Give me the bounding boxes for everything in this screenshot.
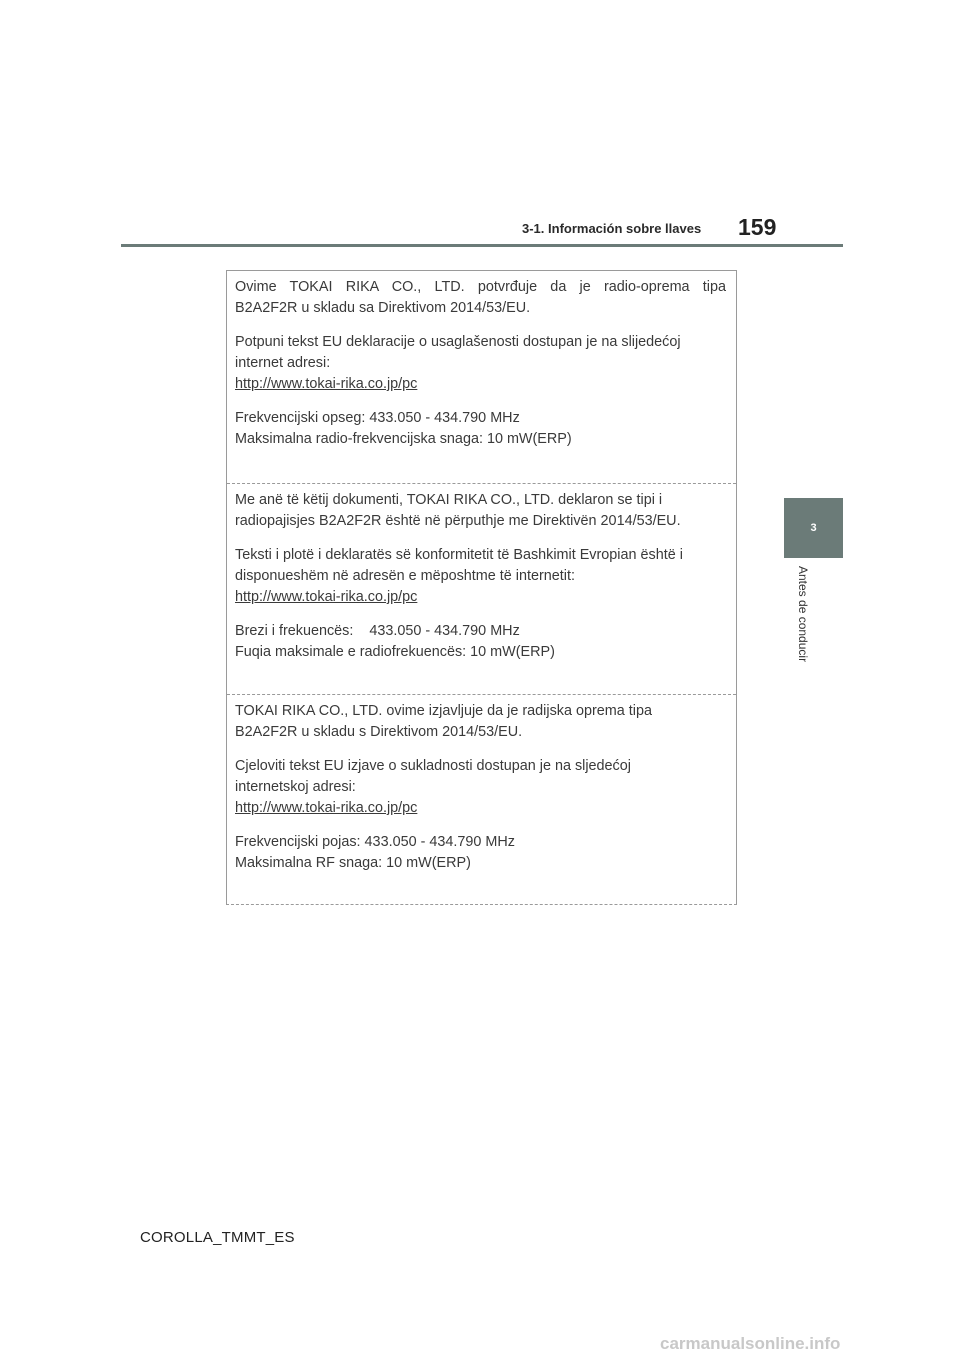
- section-title: 3-1. Información sobre llaves: [522, 221, 702, 236]
- chapter-number: 3: [810, 522, 817, 534]
- page-number: 159: [738, 214, 777, 240]
- declaration-box: [226, 270, 737, 905]
- declaration-section-bosnian: [227, 271, 736, 483]
- max-power: Fuqia maksimale e radiofrekuencës: 10 mW(ERP): [235, 644, 555, 660]
- declaration-url-link[interactable]: http://www.tokai-rika.co.jp/pc: [235, 800, 418, 816]
- declaration-line-1: TOKAI RIKA CO., LTD. ovime izjavljuje da je radijska oprema tipa: [235, 703, 652, 719]
- fulltext-line-1: Potpuni tekst EU deklaracije o usaglašenosti dostupan je na slijedećoj: [235, 334, 681, 350]
- fulltext-line-1: Cjeloviti tekst EU izjave o sukladnosti dostupan je na sljedećoj: [235, 758, 631, 774]
- model-code: COROLLA_TMMT_ES: [140, 1229, 295, 1246]
- declaration-url-link[interactable]: http://www.tokai-rika.co.jp/pc: [235, 589, 418, 605]
- header-divider: [121, 244, 843, 247]
- declaration-line-2: B2A2F2R u skladu sa Direktivom 2014/53/EU.: [235, 300, 531, 316]
- chapter-label: Antes de conducir: [796, 566, 810, 663]
- fulltext-line-1: Teksti i plotë i deklaratës së konformitetit të Bashkimit Evropian është i: [235, 547, 683, 563]
- declaration-section-albanian: [227, 483, 736, 694]
- frequency-range: Frekvencijski pojas: 433.050 - 434.790 MHz: [235, 834, 515, 850]
- declaration-section-croatian: [227, 694, 736, 904]
- declaration-line-1: Me anë të këtij dokumenti, TOKAI RIKA CO., LTD. deklaron se tipi i: [235, 492, 663, 508]
- fulltext-line-2: disponueshëm në adresën e mëposhtme të internetit:: [235, 568, 575, 584]
- fulltext-line-2: internet adresi:: [235, 355, 331, 371]
- max-power: Maksimalna radio-frekvencijska snaga: 10 mW(ERP): [235, 431, 572, 447]
- declaration-url-link[interactable]: http://www.tokai-rika.co.jp/pc: [235, 376, 418, 392]
- frequency-range: Frekvencijski opseg: 433.050 - 434.790 MHz: [235, 410, 520, 426]
- frequency-range: Brezi i frekuencës: 433.050 - 434.790 MHz: [235, 623, 520, 639]
- watermark: carmanualsonline.info: [660, 1334, 841, 1353]
- max-power: Maksimalna RF snaga: 10 mW(ERP): [235, 855, 471, 871]
- declaration-line-1: Ovime TOKAI RIKA CO., LTD. potvrđuje da je radio-oprema tipa: [235, 279, 726, 295]
- declaration-line-2: B2A2F2R u skladu s Direktivom 2014/53/EU.: [235, 724, 523, 740]
- declaration-line-2: radiopajisjes B2A2F2R është në përputhje me Direktivën 2014/53/EU.: [235, 513, 681, 529]
- fulltext-line-2: internetskoj adresi:: [235, 779, 356, 795]
- chapter-tab: [784, 498, 843, 558]
